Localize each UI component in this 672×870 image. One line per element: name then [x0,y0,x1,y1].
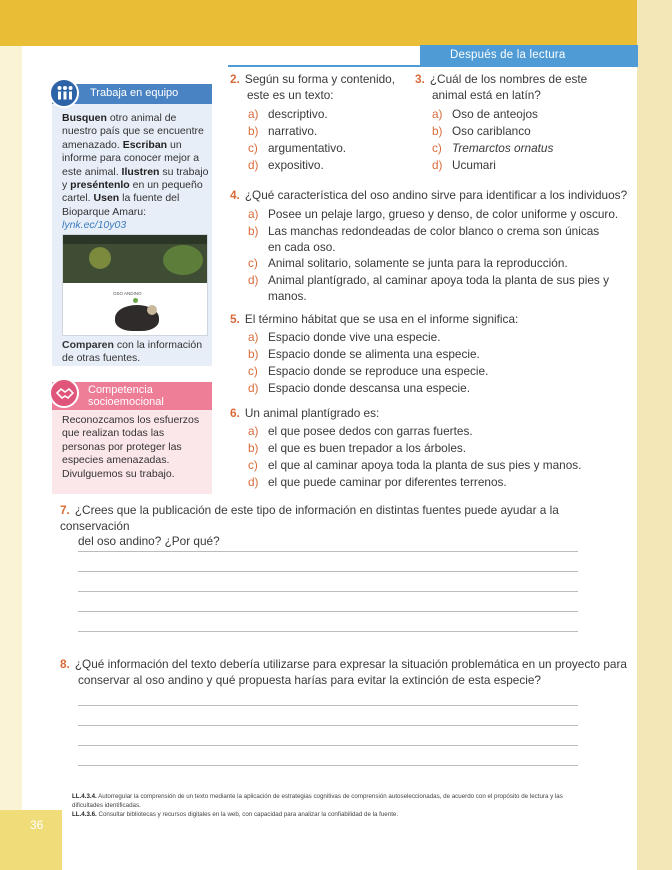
question-2: 2. Según su forma y contenido, este es un texto: [230,72,396,102]
q7-answer-line[interactable] [78,591,578,592]
curriculum-footnote: LL.4.3.4. Autorregular la comprensión de un texto mediante la aplicación de estrategias cognitivas de comprensión autoseleccionadas, de acuerdo con el propósito de lectura y las dificultades identificadas. LL.4.3.6. Consultar bibliotecas y recursos digitales en la web, con capacidad para analizar la confiabilidad de la fuente. [72,793,563,818]
question-7: 7. ¿Crees que la publicación de este tipo de información en distintas fuentes puede ayudar a la conservación del oso andino? ¿Por qué? [60,503,559,548]
q6-option-b[interactable]: b) el que es buen trepador a los árboles. [248,441,467,455]
question-6: 6. Un animal plantígrado es: [230,406,380,420]
handshake-icon [49,378,79,408]
q3-option-a[interactable]: a) Oso de anteojos [432,107,538,121]
section-banner: Después de la lectura [420,45,638,66]
banner-underline [228,65,638,67]
q4-option-b[interactable]: b) Las manchas redondeadas de color blanco o crema son únicas en cada oso. [248,224,600,254]
q2-option-d[interactable]: d) expositivo. [248,158,324,172]
website-screenshot-image: OSO ANDINO [62,234,208,336]
socioemotional-text: Reconozcamos los esfuerzos que realizan todas las personas por proteger las especies amenazadas. Divulguemos su trabajo. [62,414,200,480]
q3-option-c[interactable]: c) Tremarctos ornatus [432,141,554,155]
q2-option-c[interactable]: c) argumentativo. [248,141,347,155]
socioemotional-header: Competencia socioemocional [52,382,212,410]
q8-answer-line[interactable] [78,745,578,746]
question-5: 5. El término hábitat que se usa en el informe significa: [230,312,519,326]
q4-option-d[interactable]: d) Animal plantígrado, al caminar apoya toda la planta de sus pies y manos. [248,273,610,303]
top-color-band [0,0,672,46]
question-4: 4. ¿Qué característica del oso andino sirve para identificar a los individuos? [230,188,628,202]
q8-answer-line[interactable] [78,725,578,726]
q3-option-d[interactable]: d) Ucumari [432,158,496,172]
q5-option-d[interactable]: d) Espacio donde descansa una especie. [248,381,471,395]
q5-option-b[interactable]: b) Espacio donde se alimenta una especie. [248,347,480,361]
q5-option-a[interactable]: a) Espacio donde vive una especie. [248,330,441,344]
q2-option-b[interactable]: b) narrativo. [248,124,318,138]
right-margin-strip [637,0,672,870]
q5-option-c[interactable]: c) Espacio donde se reproduce una especie. [248,364,489,378]
team-work-instructions: Busquen otro animal de nuestro país que se encuentre amenazado. Escriban un informe para conocer mejor a este animal. Ilustren su trabajo y preséntenlo en un pequeño cartel. Usen la fuente del Bioparque Amaru: lynk.ec/10y03 [62,112,209,232]
q3-option-b[interactable]: b) Oso cariblanco [432,124,531,138]
team-icon [49,78,79,108]
q8-answer-line[interactable] [78,705,578,706]
question-3: 3. ¿Cuál de los nombres de este animal está en latín? [415,72,588,102]
q8-answer-line[interactable] [78,765,578,766]
q4-option-a[interactable]: a) Posee un pelaje largo, grueso y denso, de color uniforme y oscuro. [248,207,619,221]
q7-answer-line[interactable] [78,551,578,552]
left-margin-strip [0,46,22,870]
q7-answer-line[interactable] [78,631,578,632]
page-number: 36 [30,818,44,832]
q2-option-a[interactable]: a) descriptivo. [248,107,328,121]
q4-option-c[interactable]: c) Animal solitario, solamente se junta para la reproducción. [248,256,568,270]
team-work-compare: Comparen con la información de otras fuentes. [62,339,203,365]
q7-answer-line[interactable] [78,571,578,572]
q6-option-c[interactable]: c) el que al caminar apoya toda la planta de sus pies y manos. [248,458,582,472]
question-8: 8. ¿Qué información del texto debería utilizarse para expresar la situación problemática en un proyecto para conservar al oso andino y qué propuesta harías para evitar la extinción de esta especie? [60,657,627,687]
team-work-header: Trabaja en equipo [52,84,212,104]
q7-answer-line[interactable] [78,611,578,612]
q6-option-a[interactable]: a) el que posee dedos con garras fuertes. [248,424,473,438]
q6-option-d[interactable]: d) el que puede caminar por diferentes terrenos. [248,475,507,489]
bioparque-link[interactable]: lynk.ec/10y03 [62,219,127,232]
